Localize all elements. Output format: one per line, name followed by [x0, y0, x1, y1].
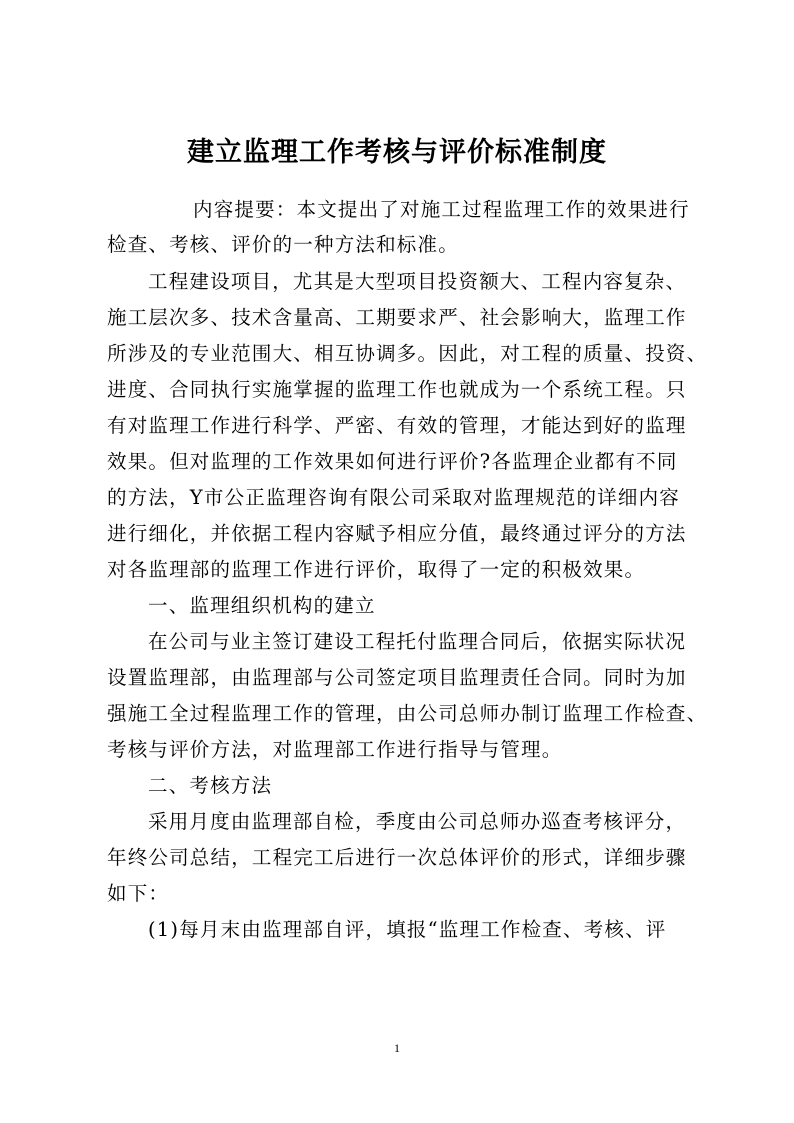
paragraph-line: 如下：	[107, 882, 170, 905]
paragraph-line: 检查、考核、评价的一种方法和标准。	[107, 233, 459, 256]
paragraph-line: 设置监理部，由监理部与公司签定项目监理责任合同。同时为加	[107, 666, 687, 689]
paragraph-line: 进度、合同执行实施掌握的监理工作也就成为一个系统工程。只	[107, 378, 687, 401]
paragraph-line: 有对监理工作进行科学、严密、有效的管理，才能达到好的监理	[107, 414, 687, 437]
section-heading: 一、监理组织机构的建立	[148, 594, 376, 617]
paragraph-line: 内容提要：本文提出了对施工过程监理工作的效果进行	[193, 198, 690, 221]
paragraph-line: 年终公司总结，工程完工后进行一次总体评价的形式，详细步骤	[107, 846, 687, 869]
paragraph-line: 考核与评价方法，对监理部工作进行指导与管理。	[107, 738, 563, 761]
paragraph-line: 施工层次多、技术含量高、工期要求严、社会影响大，监理工作	[107, 306, 687, 329]
paragraph-line: 对各监理部的监理工作进行评价，取得了一定的积极效果。	[107, 558, 646, 581]
paragraph-line: 效果。但对监理的工作效果如何进行评价?各监理企业都有不同	[107, 450, 678, 473]
paragraph-line: 的方法，Y市公正监理咨询有限公司采取对监理规范的详细内容	[107, 486, 680, 509]
paragraph-line: 进行细化，并依据工程内容赋予相应分值，最终通过评分的方法	[107, 522, 687, 545]
page-number: 1	[394, 1041, 400, 1055]
paragraph-line: 所涉及的专业范围大、相互协调多。因此，对工程的质量、投资、	[107, 342, 708, 365]
paragraph-line: 工程建设项目，尤其是大型项目投资额大、工程内容复杂、	[148, 270, 687, 293]
paragraph-line: 在公司与业主签订建设工程托付监理合同后，依据实际状况	[148, 630, 687, 653]
section-heading: 二、考核方法	[148, 774, 273, 797]
document-title: 建立监理工作考核与评价标准制度	[187, 137, 607, 168]
paragraph-line: (1)每月末由监理部自评，填报“监理工作检查、考核、评	[148, 918, 667, 941]
paragraph-line: 强施工全过程监理工作的管理，由公司总师办制订监理工作检查、	[107, 702, 708, 725]
paragraph-line: 采用月度由监理部自检，季度由公司总师办巡查考核评分，	[148, 810, 687, 833]
